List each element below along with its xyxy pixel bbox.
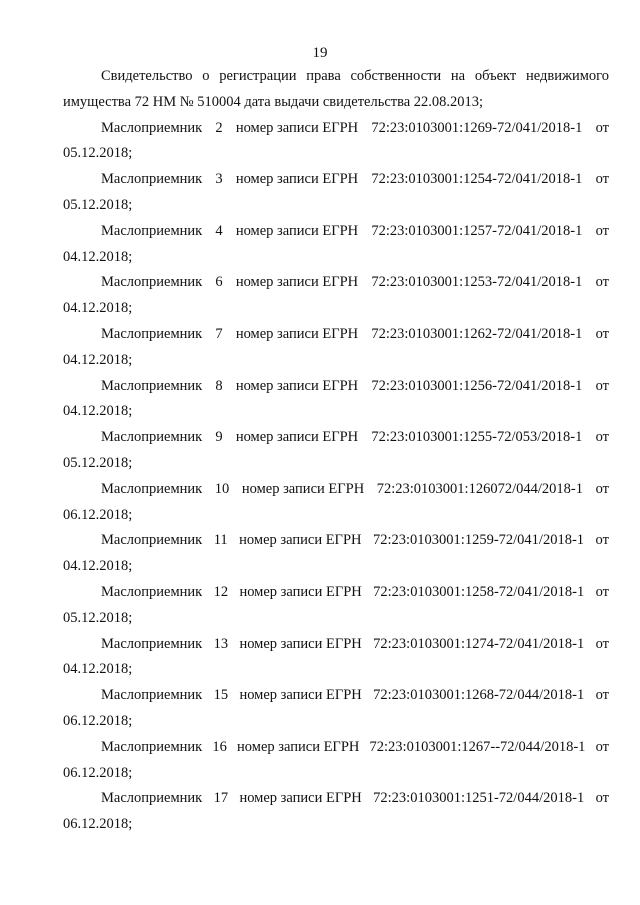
entry-record: 72:23:0103001:1254-72/041/2018-1	[371, 171, 583, 188]
entry-first-line	[63, 425, 609, 451]
entry-num: 3	[215, 171, 223, 188]
document-body	[63, 64, 609, 838]
entry-ot: от	[595, 377, 609, 394]
entry-ot: от	[595, 480, 609, 497]
entry-num: 8	[215, 377, 223, 394]
list-item	[63, 477, 609, 529]
entry-words: номер записи ЕГРН	[235, 119, 359, 136]
entry-first-line	[63, 219, 609, 245]
entry-date: 06.12.2018;	[63, 816, 133, 833]
entry-words: номер записи ЕГРН	[237, 738, 360, 755]
entry-date: 04.12.2018;	[63, 558, 133, 575]
entry-record: 72:23:0103001:1256-72/041/2018-1	[371, 377, 583, 394]
list-item	[63, 632, 609, 684]
entry-ot: от	[595, 429, 609, 446]
entry-num: 12	[213, 583, 229, 600]
entry-words: номер записи ЕГРН	[239, 790, 362, 807]
entry-date: 05.12.2018;	[63, 145, 133, 162]
entry-first-line	[63, 322, 609, 348]
entry-label: Маслоприемник	[101, 687, 203, 704]
entry-label: Маслоприемник	[101, 790, 203, 807]
entry-label: Маслоприемник	[101, 583, 203, 600]
entry-num: 7	[215, 325, 223, 342]
certificate-line-1: Свидетельство о регистрации права собственности на объект недвижимого	[101, 68, 609, 84]
list-item	[63, 219, 609, 271]
entry-label: Маслоприемник	[101, 429, 203, 446]
entry-words: номер записи ЕГРН	[241, 480, 365, 497]
entry-first-line	[63, 528, 609, 554]
entry-record: 72:23:0103001:126072/044/2018-1	[376, 480, 583, 497]
entry-record: 72:23:0103001:1262-72/041/2018-1	[371, 325, 583, 342]
list-item	[63, 528, 609, 580]
entry-label: Маслоприемник	[101, 377, 203, 394]
entry-record: 72:23:0103001:1251-72/044/2018-1	[373, 790, 585, 807]
entry-date: 04.12.2018;	[63, 248, 133, 265]
entry-record: 72:23:0103001:1267--72/044/2018-1	[369, 738, 586, 755]
entry-label: Маслоприемник	[101, 222, 203, 239]
entry-date: 05.12.2018;	[63, 196, 133, 213]
entry-ot: от	[595, 325, 609, 342]
entry-ot: от	[595, 635, 609, 652]
list-item	[63, 270, 609, 322]
list-item	[63, 786, 609, 838]
list-item	[63, 167, 609, 219]
list-item	[63, 735, 609, 787]
entry-words: номер записи ЕГРН	[235, 325, 359, 342]
entry-label: Маслоприемник	[101, 480, 203, 497]
entry-first-line	[63, 374, 609, 400]
entry-first-line	[63, 477, 609, 503]
list-item	[63, 425, 609, 477]
entry-words: номер записи ЕГРН	[239, 532, 362, 549]
entry-label: Маслоприемник	[101, 532, 203, 549]
entry-record: 72:23:0103001:1253-72/041/2018-1	[371, 274, 583, 291]
entry-label: Маслоприемник	[101, 274, 203, 291]
entry-ot: от	[595, 171, 609, 188]
entry-num: 4	[215, 222, 223, 239]
entry-num: 15	[213, 687, 229, 704]
entry-date: 04.12.2018;	[63, 351, 133, 368]
entry-words: номер записи ЕГРН	[239, 687, 362, 704]
entry-first-line	[63, 270, 609, 296]
entry-ot: от	[595, 738, 609, 755]
entry-date: 06.12.2018;	[63, 712, 133, 729]
entry-date: 06.12.2018;	[63, 506, 133, 523]
entry-first-line	[63, 683, 609, 709]
entry-words: номер записи ЕГРН	[235, 429, 359, 446]
entry-num: 9	[215, 429, 223, 446]
entry-ot: от	[595, 274, 609, 291]
list-item	[63, 683, 609, 735]
entry-num: 6	[215, 274, 223, 291]
entry-date: 05.12.2018;	[63, 609, 133, 626]
list-item	[63, 116, 609, 168]
entry-date: 04.12.2018;	[63, 661, 133, 678]
entry-num: 16	[212, 738, 227, 755]
entry-words: номер записи ЕГРН	[235, 171, 359, 188]
entry-first-line	[63, 632, 609, 658]
entry-ot: от	[595, 583, 609, 600]
entry-record: 72:23:0103001:1274-72/041/2018-1	[373, 635, 585, 652]
list-item	[63, 322, 609, 374]
entry-first-line	[63, 580, 609, 606]
list-item	[63, 374, 609, 426]
entry-date: 06.12.2018;	[63, 764, 133, 781]
certificate-paragraph	[63, 64, 609, 116]
oil-receiver-list	[63, 116, 609, 838]
entry-ot: от	[595, 532, 609, 549]
certificate-line-2: имущества 72 НМ № 510004 дата выдачи свидетельства 22.08.2013;	[63, 93, 484, 110]
entry-first-line	[63, 735, 609, 761]
entry-label: Маслоприемник	[101, 635, 203, 652]
entry-ot: от	[595, 222, 609, 239]
entry-label: Маслоприемник	[101, 738, 203, 755]
entry-words: номер записи ЕГРН	[235, 377, 359, 394]
entry-record: 72:23:0103001:1257-72/041/2018-1	[371, 222, 583, 239]
entry-num: 11	[213, 532, 228, 549]
entry-ot: от	[595, 119, 609, 136]
entry-num: 13	[213, 635, 229, 652]
entry-num: 2	[215, 119, 223, 136]
entry-label: Маслоприемник	[101, 325, 203, 342]
entry-num: 10	[214, 480, 230, 497]
entry-label: Маслоприемник	[101, 119, 203, 136]
entry-words: номер записи ЕГРН	[235, 222, 359, 239]
entry-record: 72:23:0103001:1269-72/041/2018-1	[371, 119, 583, 136]
entry-first-line	[63, 167, 609, 193]
entry-words: номер записи ЕГРН	[239, 635, 362, 652]
entry-words: номер записи ЕГРН	[239, 583, 362, 600]
entry-record: 72:23:0103001:1268-72/044/2018-1	[373, 687, 585, 704]
entry-date: 05.12.2018;	[63, 454, 133, 471]
entry-label: Маслоприемник	[101, 171, 203, 188]
entry-words: номер записи ЕГРН	[235, 274, 359, 291]
entry-ot: от	[595, 687, 609, 704]
entry-first-line	[63, 786, 609, 812]
list-item	[63, 580, 609, 632]
entry-date: 04.12.2018;	[63, 403, 133, 420]
entry-record: 72:23:0103001:1255-72/053/2018-1	[371, 429, 583, 446]
entry-record: 72:23:0103001:1259-72/041/2018-1	[372, 532, 585, 549]
page-number: 19	[312, 45, 328, 61]
entry-record: 72:23:0103001:1258-72/041/2018-1	[373, 583, 585, 600]
entry-num: 17	[213, 790, 229, 807]
entry-first-line	[63, 116, 609, 142]
entry-ot: от	[595, 790, 609, 807]
entry-date: 04.12.2018;	[63, 300, 133, 317]
